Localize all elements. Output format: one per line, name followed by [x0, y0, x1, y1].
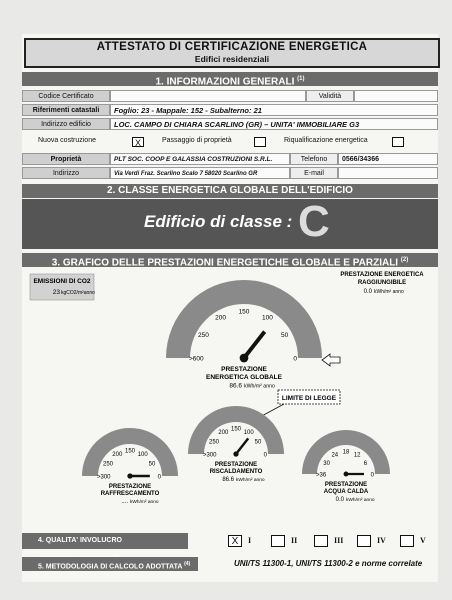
riscaldamento-label-2: RISCALDAMENTO [209, 469, 263, 476]
riqualificazione-checkbox[interactable] [392, 137, 404, 147]
globale-hub [240, 354, 249, 363]
indirizzo-edificio-value: LOC. CAMPO DI CHIARA SCARLINO (GR) – UNITA' IMMOBILIARE G3 [110, 118, 438, 130]
raffrescamento-tick-label: 100 [137, 452, 148, 459]
acqua_calda-hub [344, 472, 349, 477]
riscaldamento-tick-label: 150 [230, 426, 242, 433]
catastali-label: Riferimenti catastali [22, 104, 110, 116]
indirizzo-value: Via Verdi Fraz. Scarlino Scalo 7 58020 Scarlino GR [110, 167, 290, 179]
raffrescamento-tick-label: 200 [112, 452, 123, 459]
quality-label-1: I [248, 536, 252, 545]
raffrescamento-tick-label: 50 [148, 461, 156, 468]
raffrescamento-tick-label: 250 [102, 461, 114, 468]
validita-label: Validità [306, 90, 354, 102]
section-3-header [22, 253, 438, 267]
section-5-title: 5. METODOLOGIA DI CALCOLO ADOTTATA [38, 563, 183, 571]
globale-tick-label: 250 [197, 331, 209, 339]
codice-label: Codice Certificato [22, 90, 110, 102]
gauge-raffrescamento [82, 428, 178, 505]
class-panel [22, 199, 438, 249]
raffrescamento-tick-label: >300 [97, 474, 111, 481]
section-2-header [22, 184, 438, 198]
riscaldamento-tick-label: 250 [208, 439, 220, 446]
indirizzo-label: Indirizzo [22, 167, 110, 179]
gauge-globale [166, 280, 322, 389]
acqua_calda-tick-label: 18 [342, 449, 350, 456]
globale-tick-label: 50 [280, 331, 289, 339]
proprieta-value: PLT SOC. COOP E GALASSIA COSTRUZIONI S.R.L. [110, 153, 290, 165]
row-catastali [22, 104, 438, 116]
passaggio-checkbox[interactable] [254, 137, 266, 147]
section-3-note: (2) [400, 257, 409, 263]
class-value: C [298, 197, 330, 246]
riscaldamento-value: 86.6 [222, 477, 234, 483]
proprieta-label: Proprietà [22, 153, 110, 165]
co2-value: 23 [52, 289, 60, 296]
section-1-title: 1. INFORMAZIONI GENERALI [155, 76, 295, 88]
telefono-label: Telefono [290, 153, 338, 165]
performance-chart [22, 268, 438, 524]
acqua_calda-unit: kWh/m² anno [346, 498, 375, 503]
riscaldamento-tick-label: 100 [243, 430, 254, 437]
indirizzo-edificio-label: Indirizzo edificio [22, 118, 110, 130]
acqua_calda-tick-label: 30 [323, 460, 330, 467]
section-1-header [22, 72, 438, 86]
globale-tick-label: 100 [261, 314, 273, 322]
globale-unit: kWh/m² anno [244, 383, 275, 390]
section-4-title: 4. QUALITA' INVOLUCRO [38, 537, 122, 544]
co2-unit: kgCO2/m²anno [61, 290, 95, 296]
email-value [338, 167, 438, 179]
raffrescamento-tick-label: 150 [124, 448, 136, 455]
section-4-header [22, 533, 188, 549]
quality-checkbox-1[interactable]: X [228, 535, 242, 547]
acqua_calda-label-1: PRESTAZIONE [324, 482, 368, 488]
riscaldamento-hub [233, 451, 238, 456]
acqua_calda-tick-label: 0 [370, 472, 374, 479]
raggiungibile-label-1: PRESTAZIONE ENERGETICA [340, 272, 424, 278]
nuova-costruzione-label: Nuova costruzione [38, 137, 96, 144]
row-indirizzo [22, 167, 438, 179]
section-3-title: 3. GRAFICO DELLE PRESTAZIONI ENERGETICHE GLOBALE E PARZIALI [51, 257, 399, 269]
catastali-value: Foglio: 23 - Mappale: 152 - Subalterno: 21 [110, 104, 438, 116]
co2-label: EMISSIONI DI CO2 [33, 278, 91, 285]
row-indirizzo-edificio [22, 118, 438, 130]
quality-checkbox-4[interactable] [357, 535, 371, 547]
section-2-title: 2. CLASSE ENERGETICA GLOBALE DELL'EDIFICIO [107, 185, 353, 196]
globale-label-2: ENERGETICA GLOBALE [206, 373, 282, 381]
raffrescamento-value: .... [121, 499, 128, 505]
raggiungibile-label-2: RAGGIUNGIBILE [357, 280, 407, 286]
quality-label-4: IV [377, 536, 386, 545]
nuova-costruzione-checkbox[interactable]: X [132, 137, 144, 147]
raffrescamento-tick-label: 0 [157, 474, 161, 481]
raffrescamento-unit: kWh/m² anno [130, 500, 159, 505]
target-arrow-icon [322, 354, 340, 366]
globale-needle [244, 332, 265, 358]
row-tipologia [22, 136, 438, 150]
section-1-note: (1) [297, 76, 305, 82]
globale-tick-label: 200 [215, 314, 227, 322]
quality-checkbox-2[interactable] [271, 535, 285, 547]
riscaldamento-tick-label: >300 [203, 452, 217, 459]
row-codice [22, 90, 438, 102]
section-5-note: (4) [184, 561, 191, 567]
certificate-title-box [24, 38, 440, 68]
globale-tick-label: 0 [293, 355, 297, 363]
codice-value [110, 90, 306, 102]
acqua_calda-tick-label: 24 [331, 452, 339, 459]
acqua_calda-tick-label: 12 [353, 452, 361, 459]
quality-checkbox-3[interactable] [314, 535, 328, 547]
row-proprieta [22, 153, 438, 165]
section-5-header [22, 557, 198, 571]
gauge-riscaldamento [188, 406, 284, 483]
acqua_calda-tick-label: >36 [316, 472, 327, 479]
metodologia-value: UNI/TS 11300-1, UNI/TS 11300-2 e norme correlate [234, 559, 423, 568]
riscaldamento-needle [236, 438, 248, 454]
acqua_calda-value: 0.0 [335, 497, 344, 503]
acqua_calda-label-2: ACQUA CALDA [323, 489, 369, 496]
globale-tick-label: >600 [189, 355, 204, 363]
globale-tick-label: 150 [238, 308, 250, 316]
riscaldamento-label-1: PRESTAZIONE [214, 462, 258, 468]
certificate-subtitle: Edifici residenziali [194, 54, 270, 64]
quality-label-5: V [420, 536, 426, 545]
globale-label-1: PRESTAZIONE [221, 366, 267, 373]
riqualificazione-label: Riqualificazione energetica [284, 137, 368, 144]
raggiungibile-value: 0.0 [363, 289, 372, 295]
quality-checkbox-5[interactable] [400, 535, 414, 547]
gauge-acqua-calda [302, 430, 390, 503]
raffrescamento-label-2: RAFFRESCAMENTO [100, 491, 160, 498]
riscaldamento-tick-label: 0 [263, 452, 267, 459]
quality-label-2: II [291, 536, 298, 545]
raffrescamento-hub [127, 473, 132, 478]
certificate-title: ATTESTATO DI CERTIFICAZIONE ENERGETICA [96, 41, 368, 53]
limite-label: LIMITE DI LEGGE [281, 395, 337, 402]
email-label: E-mail [290, 167, 338, 179]
class-label: Edificio di classe : [144, 212, 293, 231]
telefono-value: 0566/34366 [338, 153, 438, 165]
globale-arc [166, 280, 322, 358]
validita-value [354, 90, 438, 102]
globale-value: 86.6 [229, 382, 242, 390]
riscaldamento-tick-label: 200 [218, 430, 229, 437]
passaggio-label: Passaggio di proprietà [162, 137, 232, 144]
acqua_calda-tick-label: 6 [363, 460, 368, 467]
riscaldamento-tick-label: 50 [254, 439, 262, 446]
quality-options [222, 533, 438, 549]
raggiungibile-unit: kWh/m² anno [374, 289, 404, 295]
riscaldamento-unit: kWh/m² anno [236, 478, 265, 483]
quality-label-3: III [334, 536, 344, 545]
raffrescamento-label-1: PRESTAZIONE [108, 484, 152, 490]
